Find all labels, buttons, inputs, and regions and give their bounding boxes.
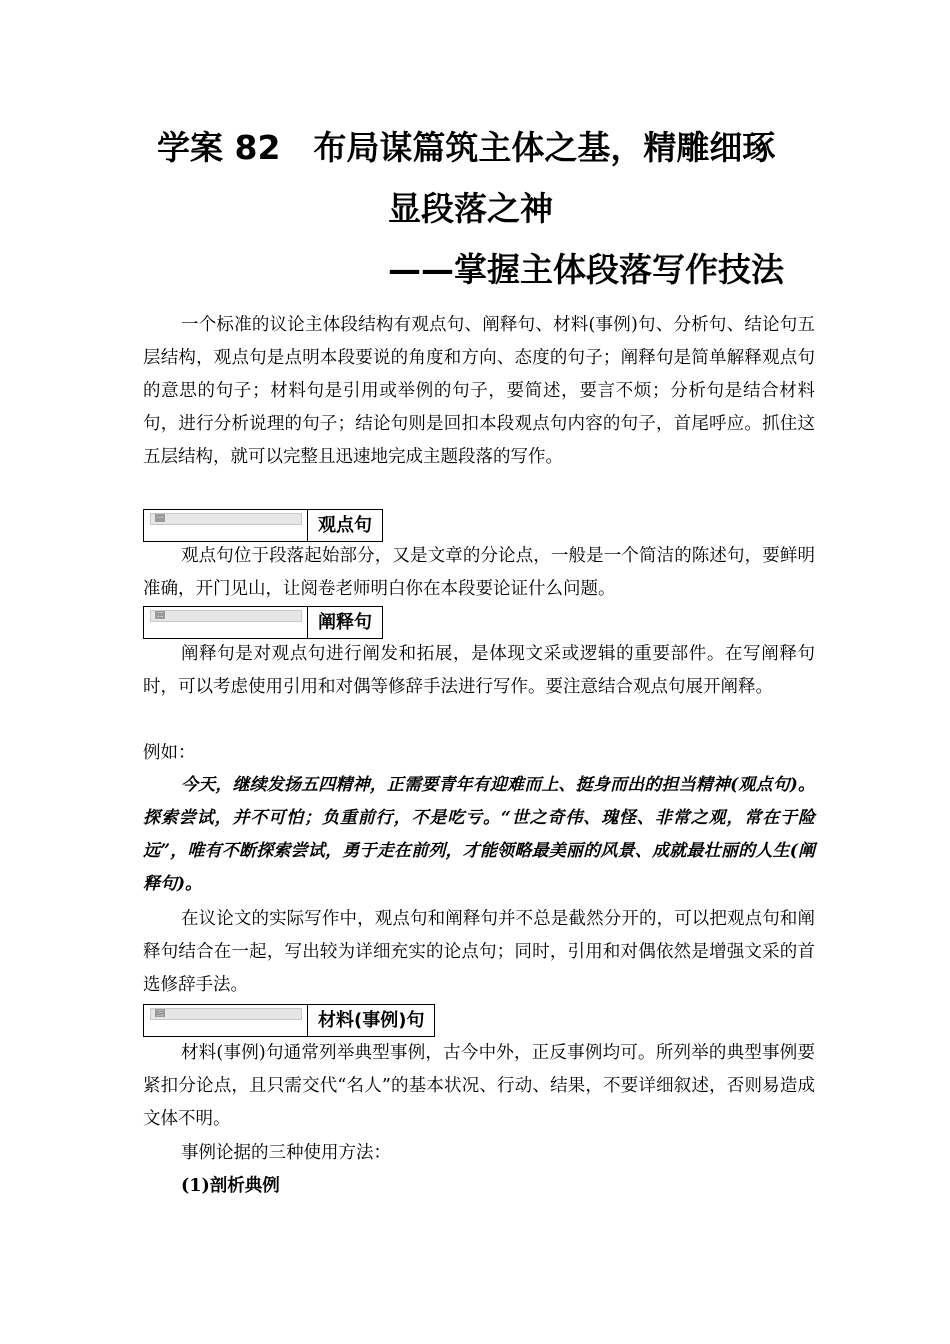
subtitle: ——掌握主体段落写作技法 bbox=[388, 250, 784, 289]
section-label: 材料(事例)句 bbox=[307, 1004, 435, 1037]
explanation-paragraph: 阐释句是对观点句进行阐发和拓展，是体现文采或逻辑的重要部件。在写阐释句时，可以考虑使用引用和对偶等修辞手法进行写作。要注意结合观点句展开阐释。 bbox=[143, 644, 815, 697]
title-line-1: 学案 82 布局谋篇筑主体之基，精雕细琢 bbox=[157, 128, 776, 167]
example-paragraph: 今天，继续发扬五四精神，正需要青年有迎难而上、挺身而出的担当精神(观点句)。探索尝试，并不可怕；负重前行，不是吃亏。“世之奇伟、瑰怪、非常之观，常在于险远”，唯有不断探索尝试，勇于走在前列，才能领略最美丽的风景、成就最壮丽的人生(阐释句)。 bbox=[143, 775, 815, 894]
section-number: 一 bbox=[156, 514, 164, 522]
section-heading-viewpoint bbox=[143, 509, 383, 542]
section-number-box bbox=[143, 1004, 307, 1037]
methods-intro: 事例论据的三种使用方法： bbox=[181, 1143, 391, 1163]
section-heading-explanation bbox=[143, 606, 383, 639]
section-number: 三 bbox=[156, 1009, 164, 1017]
method-1-heading: (1)剖析典例 bbox=[181, 1176, 280, 1196]
section-label: 观点句 bbox=[307, 509, 383, 542]
title-line-2: 显段落之神 bbox=[388, 189, 553, 228]
viewpoint-paragraph: 观点句位于段落起始部分，又是文章的分论点，一般是一个简洁的陈述句，要鲜明准确，开门见山，让阅卷老师明白你在本段要论证什么问题。 bbox=[143, 546, 815, 599]
section-number-box bbox=[143, 509, 307, 542]
intro-paragraph: 一个标准的议论主体段结构有观点句、阐释句、材料(事例)句、分析句、结论句五层结构，观点句是点明本段要说的角度和方向、态度的句子；阐释句是简单解释观点句的意思的句子；材料句是引用或举例的句子，要简述，要言不烦；分析句是结合材料句，进行分析说理的句子；结论句则是回扣本段观点句内容的句子，首尾呼应。抓住这五层结构，就可以完整且迅速地完成主题段落的写作。 bbox=[143, 315, 815, 467]
material-paragraph: 材料(事例)句通常列举典型事例，古今中外，正反事例均可。所列举的典型事例要紧扣分论点，且只需交代“名人”的基本状况、行动、结果，不要详细叙述，否则易造成文体不明。 bbox=[143, 1043, 815, 1129]
section-number-box bbox=[143, 606, 307, 639]
section-number: 二 bbox=[156, 611, 164, 619]
example-label: 例如： bbox=[143, 743, 196, 763]
section-heading-material bbox=[143, 1004, 435, 1037]
combined-paragraph: 在议论文的实际写作中，观点句和阐释句并不总是截然分开的，可以把观点句和阐释句结合在一起，写出较为详细充实的论点句；同时，引用和对偶依然是增强文采的首选修辞手法。 bbox=[143, 909, 815, 995]
section-label: 阐释句 bbox=[307, 606, 383, 639]
